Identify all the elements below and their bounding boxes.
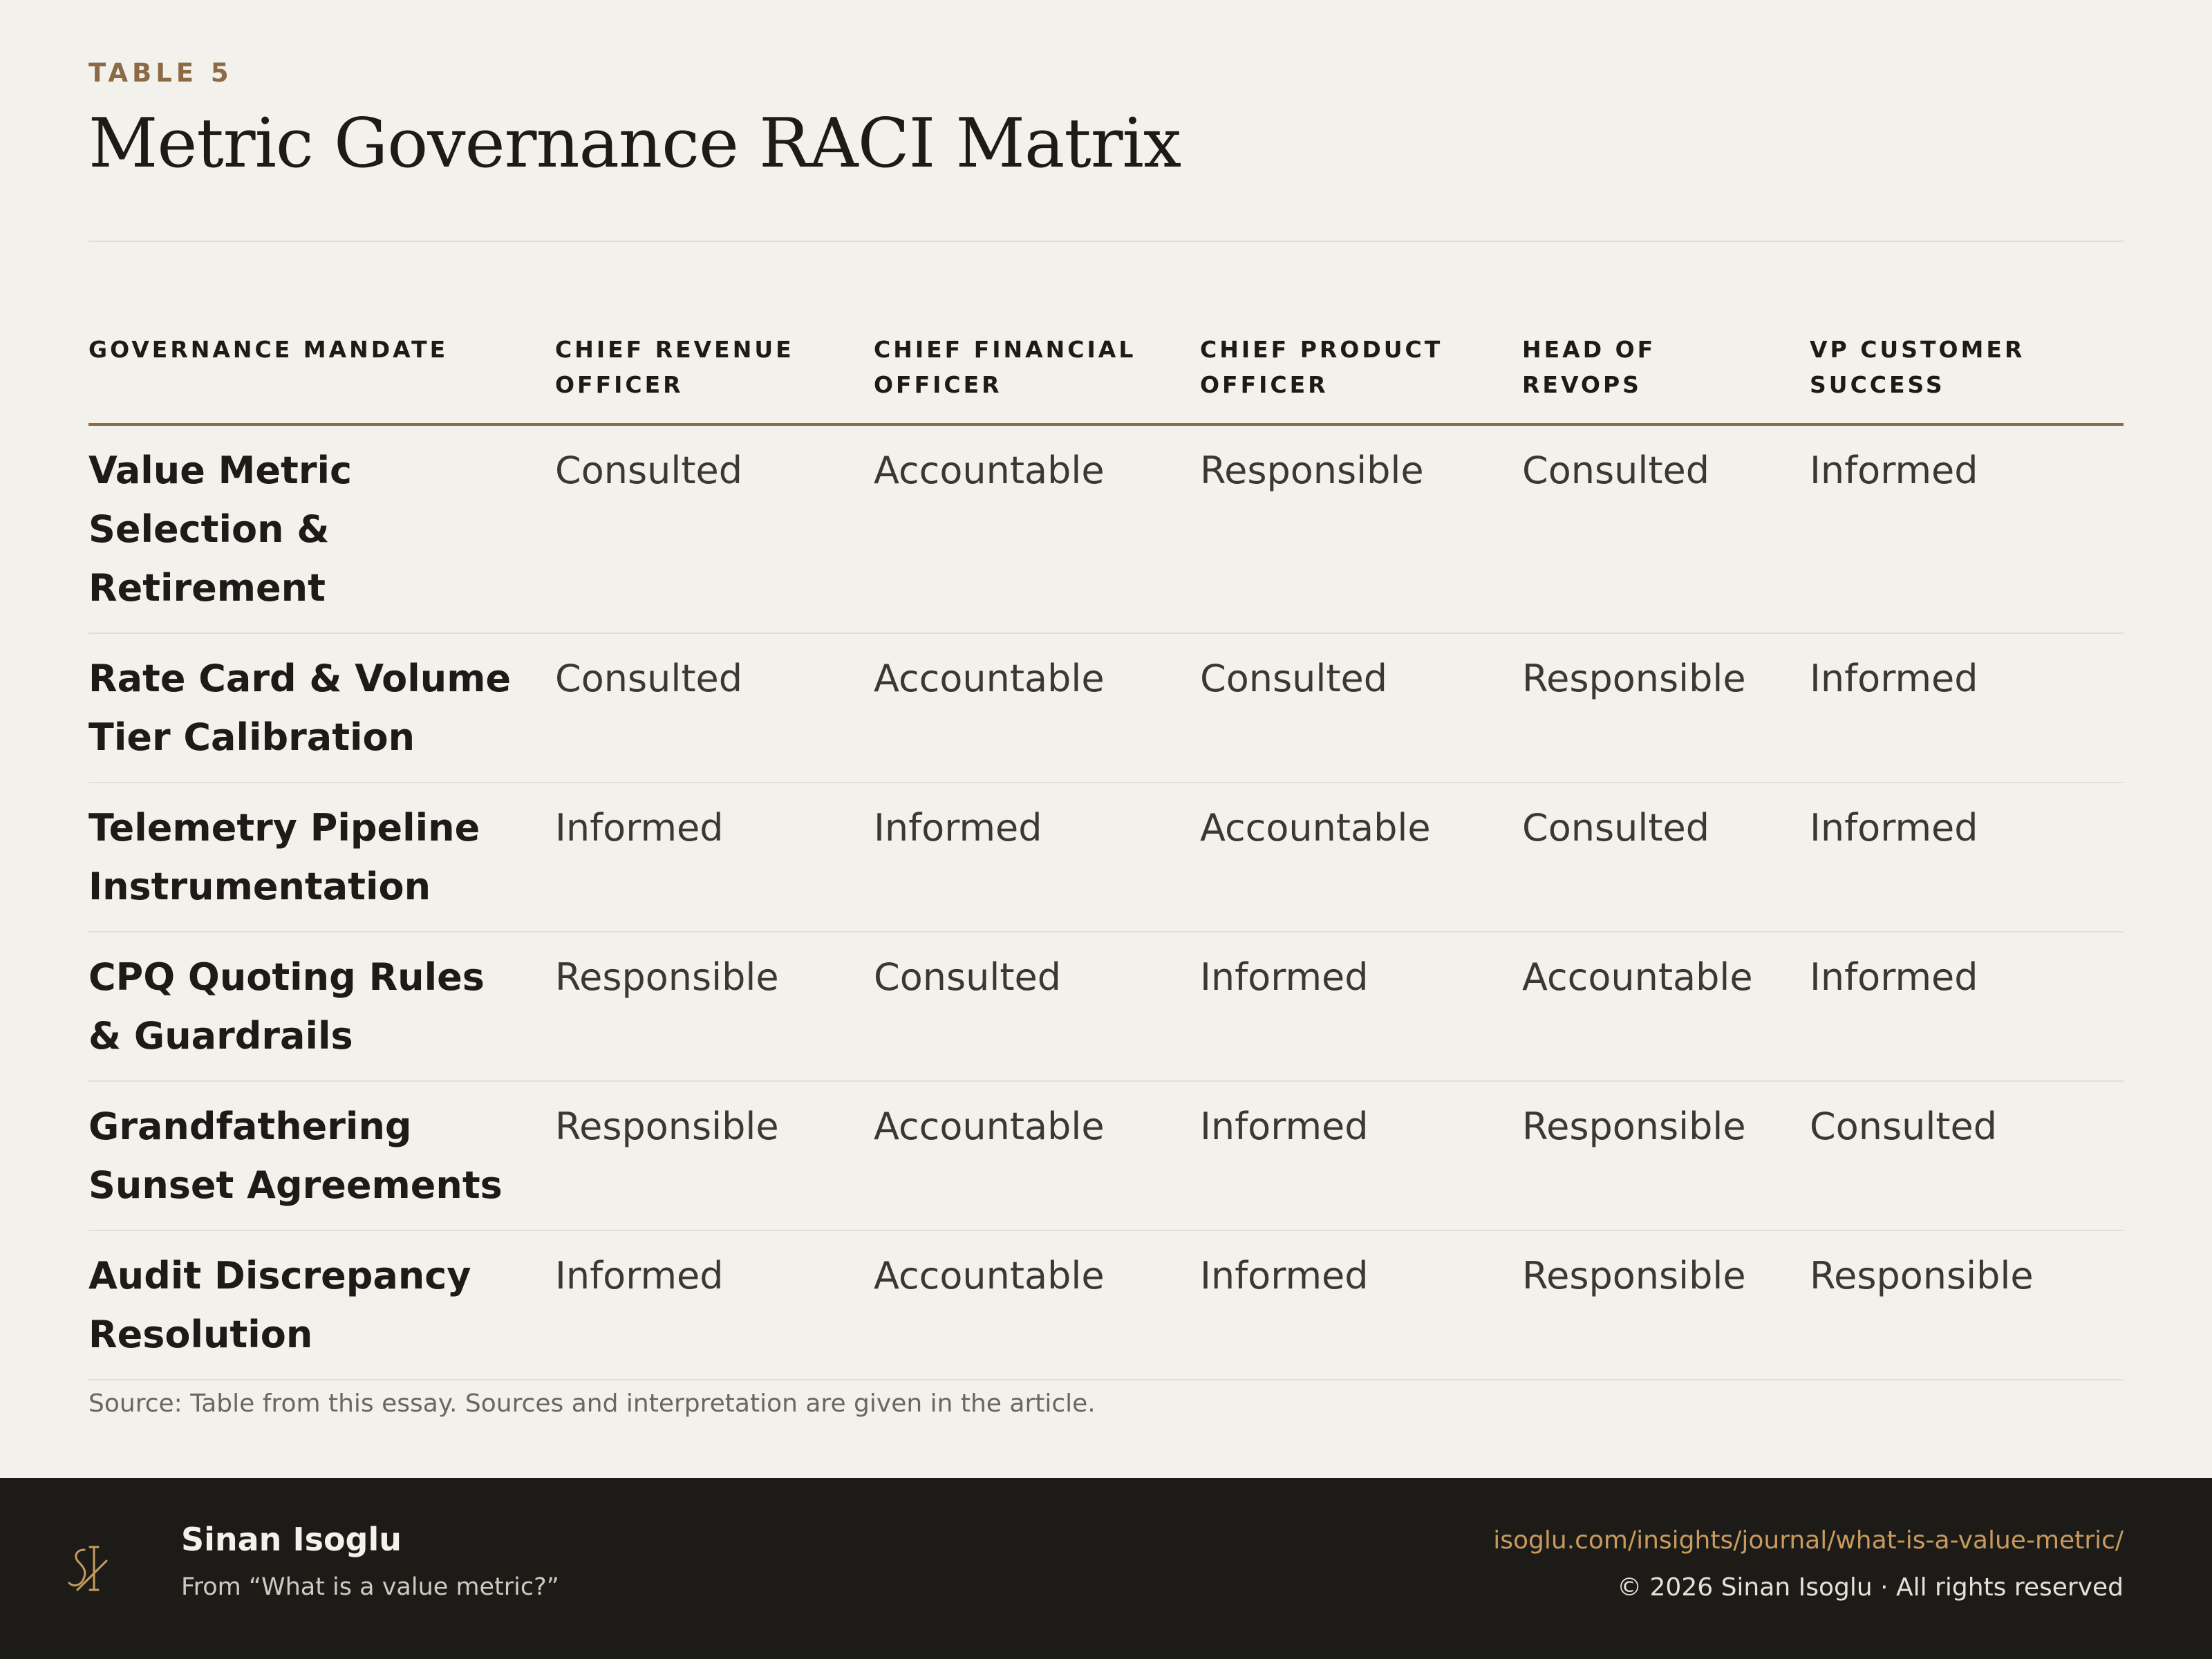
raci-cell: Informed bbox=[1810, 932, 2124, 1081]
raci-cell: Informed bbox=[1200, 932, 1522, 1081]
raci-cell: Consulted bbox=[555, 633, 874, 782]
mandate-cell: Rate Card & Volume Tier Calibration bbox=[88, 633, 555, 782]
raci-cell: Informed bbox=[1200, 1230, 1522, 1380]
raci-cell: Accountable bbox=[1522, 932, 1810, 1081]
raci-cell: Informed bbox=[1810, 782, 2124, 932]
author-name: Sinan Isoglu bbox=[181, 1521, 402, 1558]
raci-cell: Accountable bbox=[874, 424, 1200, 633]
raci-cell: Responsible bbox=[555, 932, 874, 1081]
raci-cell: Accountable bbox=[874, 1081, 1200, 1230]
raci-cell: Accountable bbox=[1200, 782, 1522, 932]
raci-table bbox=[88, 318, 2124, 1380]
table-eyebrow: TABLE 5 bbox=[88, 58, 233, 88]
column-header-vp-customer-success: VP CUSTOMER SUCCESS bbox=[1810, 318, 2124, 424]
raci-cell: Consulted bbox=[1810, 1081, 2124, 1230]
mandate-cell: Telemetry Pipeline Instrumentation bbox=[88, 782, 555, 932]
column-header-head-of-revops: HEAD OF REVOPS bbox=[1522, 318, 1810, 424]
raci-cell: Responsible bbox=[555, 1081, 874, 1230]
raci-cell: Informed bbox=[1810, 424, 2124, 633]
table-row bbox=[88, 424, 2124, 633]
column-header-chief-revenue-officer: CHIEF REVENUE OFFICER bbox=[555, 318, 874, 424]
raci-cell: Accountable bbox=[874, 1230, 1200, 1380]
raci-cell: Responsible bbox=[1522, 1081, 1810, 1230]
mandate-cell: CPQ Quoting Rules & Guardrails bbox=[88, 932, 555, 1081]
column-header-chief-product-officer: CHIEF PRODUCT OFFICER bbox=[1200, 318, 1522, 424]
raci-cell: Informed bbox=[555, 782, 874, 932]
raci-cell: Responsible bbox=[1522, 633, 1810, 782]
table-row bbox=[88, 932, 2124, 1081]
table-header-row bbox=[88, 318, 2124, 424]
raci-cell: Consulted bbox=[555, 424, 874, 633]
table-row bbox=[88, 1081, 2124, 1230]
raci-cell: Accountable bbox=[874, 633, 1200, 782]
article-url-link[interactable]: isoglu.com/insights/journal/what-is-a-value-metric/ bbox=[1493, 1526, 2124, 1555]
raci-cell: Consulted bbox=[1522, 782, 1810, 932]
mandate-cell: Grandfathering Sunset Agreements bbox=[88, 1081, 555, 1230]
table-row bbox=[88, 782, 2124, 932]
raci-cell: Consulted bbox=[1200, 633, 1522, 782]
table-row bbox=[88, 1230, 2124, 1380]
mandate-cell: Audit Discrepancy Resolution bbox=[88, 1230, 555, 1380]
page-title: Metric Governance RACI Matrix bbox=[88, 104, 1181, 183]
raci-cell: Responsible bbox=[1200, 424, 1522, 633]
raci-cell: Responsible bbox=[1810, 1230, 2124, 1380]
column-header-chief-financial-officer: CHIEF FINANCIAL OFFICER bbox=[874, 318, 1200, 424]
column-header-governance-mandate: GOVERNANCE MANDATE bbox=[88, 318, 555, 424]
source-note: Source: Table from this essay. Sources and interpretation are given in the article. bbox=[88, 1389, 1096, 1418]
monogram-logo-icon bbox=[64, 1541, 119, 1597]
raci-cell: Responsible bbox=[1522, 1230, 1810, 1380]
raci-cell: Consulted bbox=[874, 932, 1200, 1081]
footer bbox=[0, 1478, 2212, 1659]
raci-cell: Informed bbox=[874, 782, 1200, 932]
article-reference: From “What is a value metric?” bbox=[181, 1573, 559, 1601]
raci-cell: Informed bbox=[1200, 1081, 1522, 1230]
title-divider bbox=[88, 241, 2124, 242]
copyright-text: © 2026 Sinan Isoglu · All rights reserved bbox=[1617, 1573, 2124, 1602]
raci-cell: Informed bbox=[555, 1230, 874, 1380]
raci-cell: Consulted bbox=[1522, 424, 1810, 633]
table-row bbox=[88, 633, 2124, 782]
mandate-cell: Value Metric Selection & Retirement bbox=[88, 424, 555, 633]
raci-cell: Informed bbox=[1810, 633, 2124, 782]
